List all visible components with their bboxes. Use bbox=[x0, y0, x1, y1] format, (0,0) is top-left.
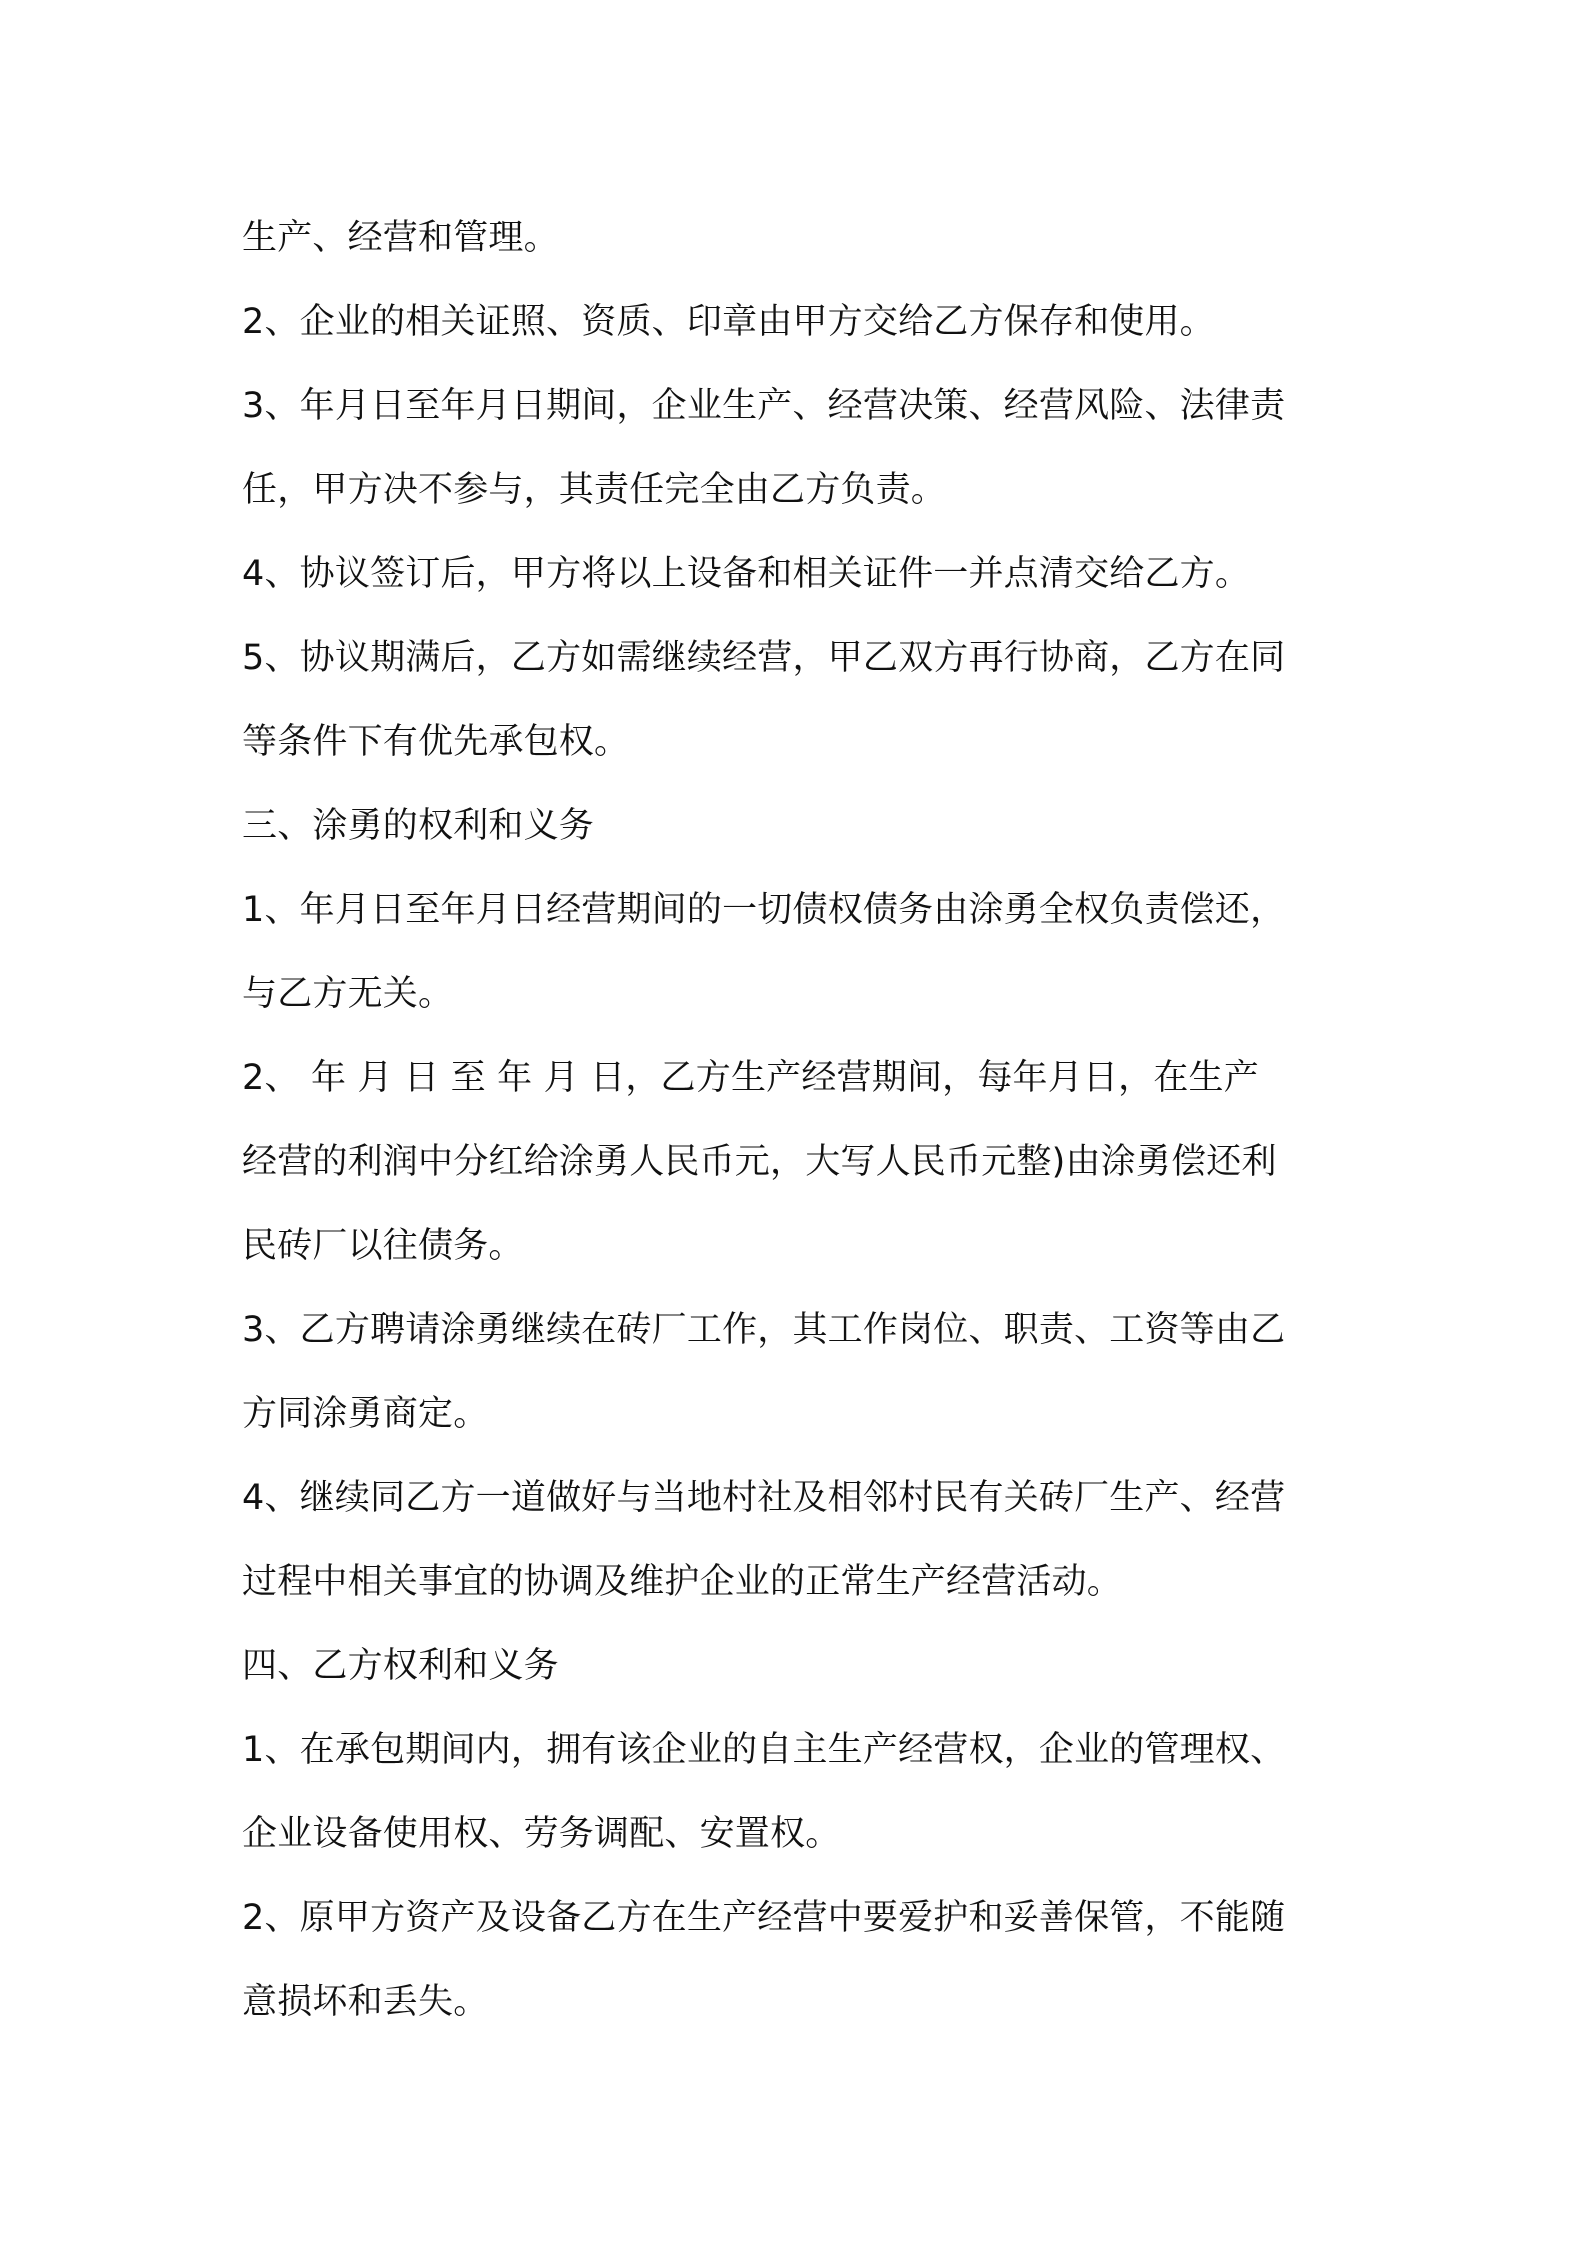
text-line: 3、年月日至年月日期间，企业生产、经营决策、经营风险、法律责 bbox=[242, 386, 1286, 426]
document-body bbox=[242, 196, 1352, 2044]
text-line: 生产、经营和管理。 bbox=[242, 218, 559, 258]
text-line: 1、在承包期间内，拥有该企业的自主生产经营权，企业的管理权、 bbox=[242, 1730, 1286, 1770]
section-heading: 三、涂勇的权利和义务 bbox=[242, 806, 595, 846]
text-line: 4、协议签订后，甲方将以上设备和相关证件一并点清交给乙方。 bbox=[242, 554, 1251, 594]
text-line: 与乙方无关。 bbox=[242, 974, 454, 1014]
text-line: 1、年月日至年月日经营期间的一切债权债务由涂勇全权负责偿还， bbox=[242, 890, 1286, 930]
text-line: 任，甲方决不参与，其责任完全由乙方负责。 bbox=[242, 470, 947, 510]
text-line: 5、协议期满后，乙方如需继续经营，甲乙双方再行协商，乙方在同 bbox=[242, 638, 1286, 678]
text-line: 方同涂勇商定。 bbox=[242, 1394, 489, 1434]
text-line: 经营的利润中分红给涂勇人民币元，大写人民币元整)由涂勇偿还利 bbox=[242, 1142, 1277, 1182]
text-line: 4、继续同乙方一道做好与当地村社及相邻村民有关砖厂生产、经营 bbox=[242, 1478, 1286, 1518]
text-line: 等条件下有优先承包权。 bbox=[242, 722, 630, 762]
text-line: 2、原甲方资产及设备乙方在生产经营中要爱护和妥善保管，不能随 bbox=[242, 1898, 1286, 1938]
text-line: 3、乙方聘请涂勇继续在砖厂工作，其工作岗位、职责、工资等由乙 bbox=[242, 1310, 1286, 1350]
text-line: 民砖厂以往债务。 bbox=[242, 1226, 524, 1266]
section-heading: 四、乙方权利和义务 bbox=[242, 1646, 559, 1686]
text-line: 意损坏和丢失。 bbox=[242, 1982, 489, 2022]
text-line: 2、 年 月 日 至 年 月 日，乙方生产经营期间，每年月日，在生产 bbox=[242, 1058, 1259, 1098]
text-line: 2、企业的相关证照、资质、印章由甲方交给乙方保存和使用。 bbox=[242, 302, 1215, 342]
text-line: 过程中相关事宜的协调及维护企业的正常生产经营活动。 bbox=[242, 1562, 1123, 1602]
text-line: 企业设备使用权、劳务调配、安置权。 bbox=[242, 1814, 841, 1854]
